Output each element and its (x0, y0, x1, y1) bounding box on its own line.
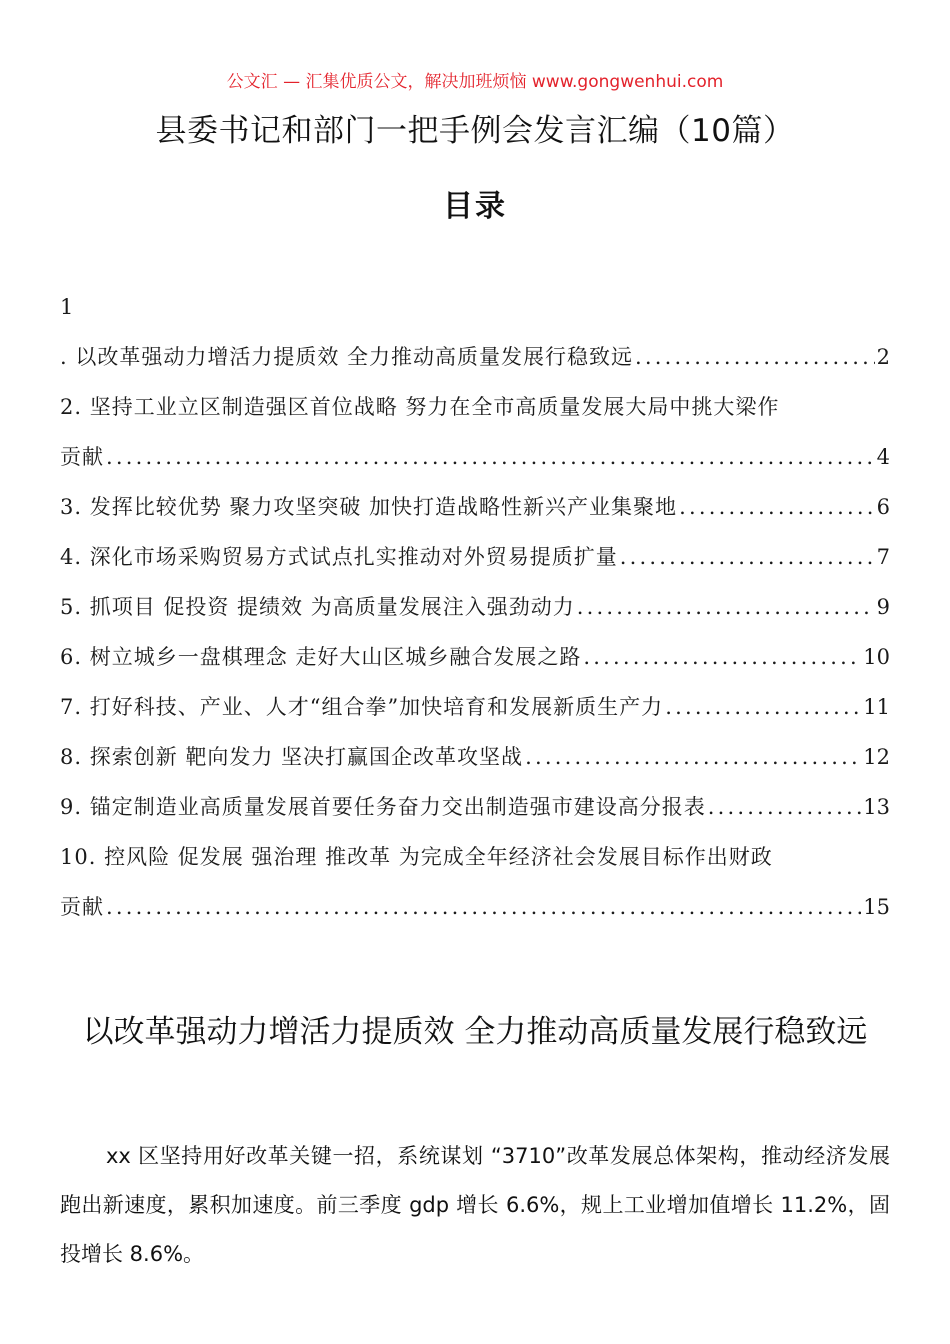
toc-entry-text: 2. 坚持工业立区制造强区首位战略 努力在全市高质量发展大局中挑大梁作 (60, 395, 780, 419)
toc-entry-text: 1 (60, 295, 75, 319)
dot-leader (104, 440, 875, 474)
toc-page-number: 15 (863, 895, 890, 919)
article-title: 以改革强动力增活力提质效 全力推动高质量发展行稳致远 (82, 1014, 868, 1050)
dot-leader (523, 740, 861, 774)
toc-page-number: 6 (876, 495, 890, 519)
toc-entry-9[interactable] (60, 790, 890, 840)
toc-entry-10-line-1[interactable] (60, 840, 890, 890)
toc-entry-4[interactable] (60, 540, 890, 590)
dot-leader (633, 340, 875, 374)
toc-entry-text: 10. 控风险 促发展 强治理 推改革 为完成全年经济社会发展目标作出财政 (60, 845, 773, 869)
toc-entry-1-line-1[interactable] (60, 290, 890, 340)
toc-entry-text: 4. 深化市场采购贸易方式试点扎实推动对外贸易提质扩量 (60, 545, 618, 569)
toc-entry-text: 3. 发挥比较优势 聚力攻坚突破 加快打造战略性新兴产业集聚地 (60, 495, 678, 519)
toc-entry-text: 6. 树立城乡一盘棋理念 走好大山区城乡融合发展之路 (60, 645, 582, 669)
toc-entry-6[interactable] (60, 640, 890, 690)
toc-page-number: 9 (876, 595, 890, 619)
toc-entry-text: 5. 抓项目 促投资 提绩效 为高质量发展注入强劲动力 (60, 595, 575, 619)
dot-leader (677, 490, 875, 524)
toc-entry-3[interactable] (60, 490, 890, 540)
toc-entry-8[interactable] (60, 740, 890, 790)
toc-entry-2-line-2[interactable] (60, 440, 890, 490)
article-paragraph: xx 区坚持用好改革关键一招，系统谋划 “3710”改革发展总体架构，推动经济发展跑出新速度，累积加速度。前三季度 gdp 增长 6.6%，规上工业增加值增长 11.2%，固投增长 8.6%。 (60, 1144, 890, 1266)
toc-entry-text: . 以改革强动力增活力提质效 全力推动高质量发展行稳致远 (60, 345, 634, 369)
toc-page-number: 2 (876, 345, 890, 369)
toc-entry-text: 贡献 (60, 445, 104, 469)
toc-entry-1-line-2[interactable] (60, 340, 890, 390)
dot-leader (104, 890, 861, 924)
toc-page-number: 12 (863, 745, 890, 769)
toc-page-number: 4 (876, 445, 890, 469)
toc-heading: 目录 (443, 189, 507, 224)
toc-page-number: 13 (863, 795, 890, 819)
toc-entry-10-line-2[interactable] (60, 890, 890, 940)
toc-entry-text: 8. 探索创新 靶向发力 坚决打赢国企改革攻坚战 (60, 745, 524, 769)
toc-entry-2-line-1[interactable] (60, 390, 890, 440)
table-of-contents (60, 290, 890, 940)
toc-entry-text: 7. 打好科技、产业、人才“组合拳”加快培育和发展新质生产力 (60, 695, 664, 719)
toc-page-number: 7 (876, 545, 890, 569)
toc-entry-5[interactable] (60, 590, 890, 640)
toc-page-number: 11 (863, 695, 890, 719)
toc-entry-text: 9. 锚定制造业高质量发展首要任务奋力交出制造强市建设高分报表 (60, 795, 706, 819)
dot-leader (581, 640, 861, 674)
dot-leader (706, 790, 862, 824)
dot-leader (618, 540, 875, 574)
toc-entry-7[interactable] (60, 690, 890, 740)
document-title: 县委书记和部门一把手例会发言汇编（10篇） (155, 113, 795, 149)
toc-entry-text: 贡献 (60, 895, 104, 919)
dot-leader (575, 590, 875, 624)
toc-page-number: 10 (863, 645, 890, 669)
watermark-header: 公文汇 — 汇集优质公文，解决加班烦恼 www.gongwenhui.com (226, 72, 724, 92)
dot-leader (663, 690, 861, 724)
